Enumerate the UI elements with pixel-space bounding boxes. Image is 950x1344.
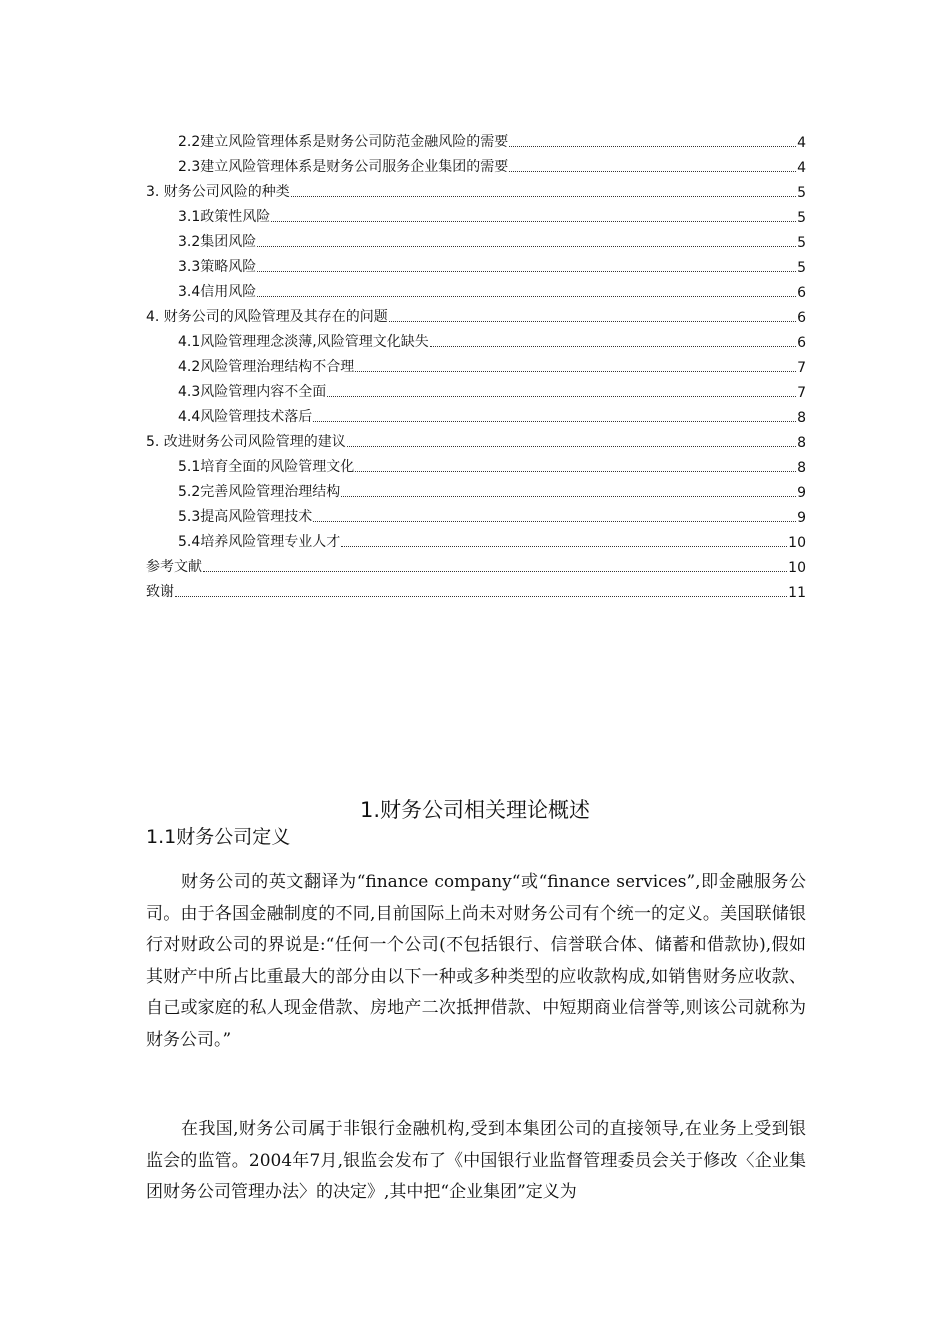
toc-entry[interactable] — [146, 551, 806, 576]
toc-leader-dots — [203, 571, 787, 572]
toc-entry-page: 5 — [797, 260, 806, 276]
toc-entry[interactable] — [146, 301, 806, 326]
toc-entry[interactable] — [146, 376, 806, 401]
toc-entry[interactable] — [146, 501, 806, 526]
section-heading: 1.1财务公司定义 — [146, 826, 291, 848]
chapter-heading: 1.财务公司相关理论概述 — [359, 798, 591, 822]
toc-leader-dots — [257, 296, 796, 297]
toc-entry-page: 7 — [797, 385, 806, 401]
toc-entry[interactable] — [146, 326, 806, 351]
toc-entry-title: 5.4培养风险管理专业人才 — [178, 534, 341, 550]
toc-entry-title: 致谢 — [146, 584, 174, 600]
toc-leader-dots — [175, 596, 787, 597]
toc-entry-page: 5 — [797, 185, 806, 201]
table-of-contents — [146, 126, 806, 601]
toc-leader-dots — [291, 196, 796, 197]
toc-entry-page: 5 — [797, 235, 806, 251]
toc-leader-dots — [341, 496, 796, 497]
body-paragraph: 在我国,财务公司属于非银行金融机构,受到本集团公司的直接领导,在业务上受到银监会的监管。2004年7月,银监会发布了《中国银行业监督管理委员会关于修改〈企业集团财务公司管理办法〉的决定》,其中把“企业集团”定义为 — [146, 1119, 806, 1202]
toc-leader-dots — [327, 396, 796, 397]
toc-entry-title: 3. 财务公司风险的种类 — [146, 184, 290, 200]
toc-leader-dots — [257, 246, 796, 247]
toc-entry[interactable] — [146, 401, 806, 426]
toc-entry[interactable] — [146, 576, 806, 601]
toc-entry[interactable] — [146, 201, 806, 226]
toc-entry-page: 6 — [797, 335, 806, 351]
toc-leader-dots — [355, 471, 796, 472]
toc-leader-dots — [271, 221, 796, 222]
toc-entry-title: 5.3提高风险管理技术 — [178, 509, 313, 525]
toc-entry-title: 5. 改进财务公司风险管理的建议 — [146, 434, 346, 450]
toc-entry[interactable] — [146, 226, 806, 251]
toc-entry-title: 4. 财务公司的风险管理及其存在的问题 — [146, 309, 388, 325]
toc-entry-page: 9 — [797, 485, 806, 501]
body-paragraph: 财务公司的英文翻译为“finance company“或“finance services”,即金融服务公司。由于各国金融制度的不同,目前国际上尚未对财务公司有个统一的定义。美国联储银行对财政公司的界说是:“任何一个公司(不包括银行、信誉联合体、储蓄和借款协),假如其财产中所占比重最大的部分由以下一种或多种类型的应收款构成,如销售财务应收款、自己或家庭的私人现金借款、房地产二次抵押借款、中短期商业信誉等,则该公司就称为财务公司。” — [146, 872, 806, 1050]
toc-entry-title: 3.1政策性风险 — [178, 209, 271, 225]
toc-leader-dots — [313, 421, 796, 422]
toc-entry-page: 8 — [797, 460, 806, 476]
toc-entry-page: 4 — [797, 135, 806, 151]
toc-leader-dots — [257, 271, 796, 272]
toc-entry-title: 5.2完善风险管理治理结构 — [178, 484, 341, 500]
toc-leader-dots — [341, 546, 787, 547]
toc-leader-dots — [509, 171, 796, 172]
toc-leader-dots — [389, 321, 796, 322]
toc-entry[interactable] — [146, 476, 806, 501]
toc-entry-page: 8 — [797, 410, 806, 426]
toc-entry[interactable] — [146, 276, 806, 301]
toc-leader-dots — [509, 146, 796, 147]
toc-entry[interactable] — [146, 126, 806, 151]
toc-leader-dots — [355, 371, 796, 372]
toc-entry-title: 4.4风险管理技术落后 — [178, 409, 313, 425]
toc-entry[interactable] — [146, 426, 806, 451]
toc-entry-title: 5.1培育全面的风险管理文化 — [178, 459, 355, 475]
toc-entry-title: 2.3建立风险管理体系是财务公司服务企业集团的需要 — [178, 159, 509, 175]
toc-leader-dots — [313, 521, 796, 522]
toc-entry-page: 9 — [797, 510, 806, 526]
toc-entry[interactable] — [146, 251, 806, 276]
toc-entry-title: 2.2建立风险管理体系是财务公司防范金融风险的需要 — [178, 134, 509, 150]
toc-entry-page: 4 — [797, 160, 806, 176]
toc-entry-page: 5 — [797, 210, 806, 226]
toc-entry-title: 3.2集团风险 — [178, 234, 257, 250]
toc-entry-page: 6 — [797, 310, 806, 326]
toc-entry-page: 7 — [797, 360, 806, 376]
toc-leader-dots — [347, 446, 796, 447]
toc-entry-title: 参考文献 — [146, 559, 202, 575]
toc-entry-title: 4.2风险管理治理结构不合理 — [178, 359, 355, 375]
toc-entry-page: 6 — [797, 285, 806, 301]
toc-entry[interactable] — [146, 151, 806, 176]
toc-entry-page: 10 — [788, 560, 806, 576]
toc-entry[interactable] — [146, 176, 806, 201]
toc-entry-title: 3.4信用风险 — [178, 284, 257, 300]
toc-entry-page: 10 — [788, 535, 806, 551]
toc-entry[interactable] — [146, 351, 806, 376]
toc-entry-page: 8 — [797, 435, 806, 451]
toc-entry-title: 3.3策略风险 — [178, 259, 257, 275]
toc-leader-dots — [430, 346, 796, 347]
toc-entry[interactable] — [146, 451, 806, 476]
toc-entry-title: 4.3风险管理内容不全面 — [178, 384, 327, 400]
toc-entry-title: 4.1风险管理理念淡薄,风险管理文化缺失 — [178, 334, 429, 350]
toc-entry-page: 11 — [788, 585, 806, 601]
toc-entry[interactable] — [146, 526, 806, 551]
